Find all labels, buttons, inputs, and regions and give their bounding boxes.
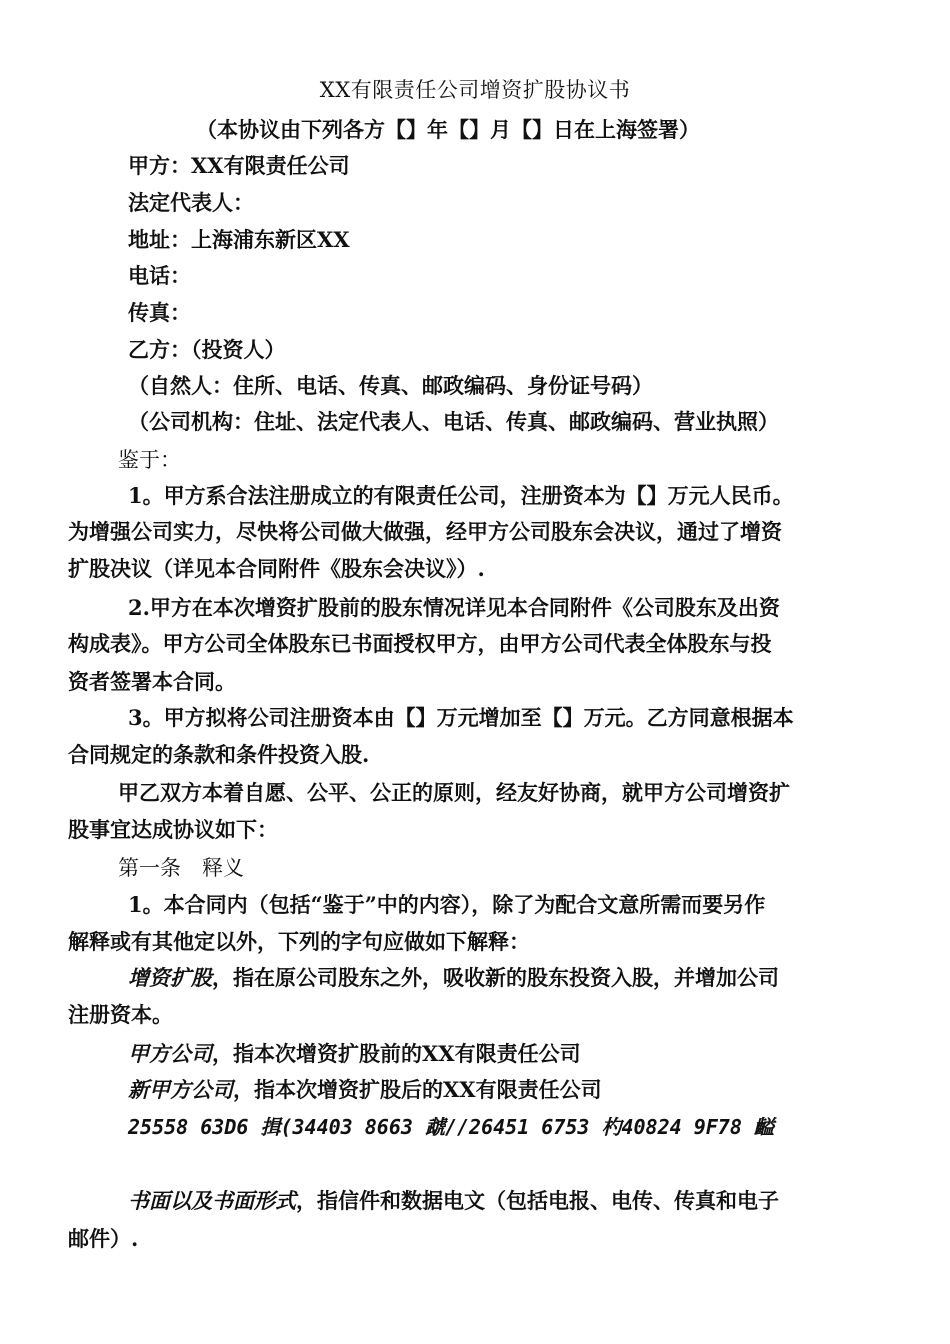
definition-written-form [128,1187,779,1215]
whereas-item-2-line-3: 资者签署本合同。 [68,669,236,694]
whereas-item-1-line-1: 1。甲方系合法注册成立的有限责任公司，注册资本为【】万元人民币。 [128,483,794,508]
definition-text: ，指本次增资扩股前的XX有限责任公司 [212,1041,581,1066]
document-title: XX有限责任公司增资扩股协议书 [319,78,631,102]
definition-capital-increase [128,964,779,992]
definition-written-form-cont: 邮件）. [68,1226,139,1251]
definition-text: ，指信件和数据电文（包括电报、电传、传真和电子 [296,1188,779,1213]
signing-note: （本协议由下列各方【】年【】月【】日在上海签署） [196,117,700,142]
article-1-heading: 第一条 释义 [118,856,244,880]
definition-capital-increase-cont: 注册资本。 [68,1002,173,1027]
article-1-intro-line-2: 解释或有其他定以外，下列的字句应做如下解释： [68,929,530,954]
party-a-fax: 传真： [128,300,191,325]
party-a-name: 甲方：XX有限责任公司 [128,153,350,178]
whereas-item-1-line-2: 为增强公司实力，尽快将公司做大做强，经甲方公司股东会决议，通过了增资 [68,519,782,544]
party-b-company: （公司机构：住址、法定代表人、电话、传真、邮政编码、营业执照） [128,409,779,434]
definition-party-a-company [128,1040,581,1068]
agreement-line-1: 甲乙双方本着自愿、公平、公正的原则，经友好协商，就甲方公司增资扩 [118,780,790,805]
whereas-heading: 鉴于： [118,448,181,472]
whereas-item-1-line-3: 扩股决议（详见本合同附件《股东会决议》）. [68,556,485,581]
whereas-item-2-line-2: 构成表》。甲方公司全体股东已书面授权甲方，由甲方公司代表全体股东与投 [68,631,772,656]
garbled-text-line: 25558 63D6 揖(34403 8663 虣//26451 6753 杓40824 9F78 齸 [128,1115,774,1139]
whereas-item-2-line-1: 2.甲方在本次增资扩股前的股东情况详见本合同附件《公司股东及出资 [128,595,780,620]
agreement-line-2: 股事宜达成协议如下： [68,817,278,842]
definition-text: ，指本次增资扩股后的XX有限责任公司 [233,1077,602,1102]
definition-text: ，指在原公司股东之外，吸收新的股东投资入股，并增加公司 [212,965,779,990]
party-a-legal-rep: 法定代表人： [128,190,254,215]
party-a-address: 地址：上海浦东新区XX [128,227,350,252]
definition-new-party-a-company [128,1076,602,1104]
party-b-natural-person: （自然人：住所、电话、传真、邮政编码、身份证号码） [128,373,653,398]
whereas-item-3-line-2: 合同规定的条款和条件投资入股. [68,742,370,767]
definition-term: 甲方公司 [128,1041,212,1066]
party-b-name: 乙方：（投资人） [128,337,286,362]
party-a-phone: 电话： [128,263,191,288]
definition-term: 新甲方公司 [128,1077,233,1102]
article-1-intro-line-1: 1。本合同内（包括“鉴于”中的内容），除了为配合文意所需而要另作 [128,892,766,917]
definition-term: 书面以及书面形式 [128,1188,296,1213]
definition-term: 增资扩股 [128,965,212,990]
whereas-item-3-line-1: 3。甲方拟将公司注册资本由【】万元增加至【】万元。乙方同意根据本 [128,705,794,730]
